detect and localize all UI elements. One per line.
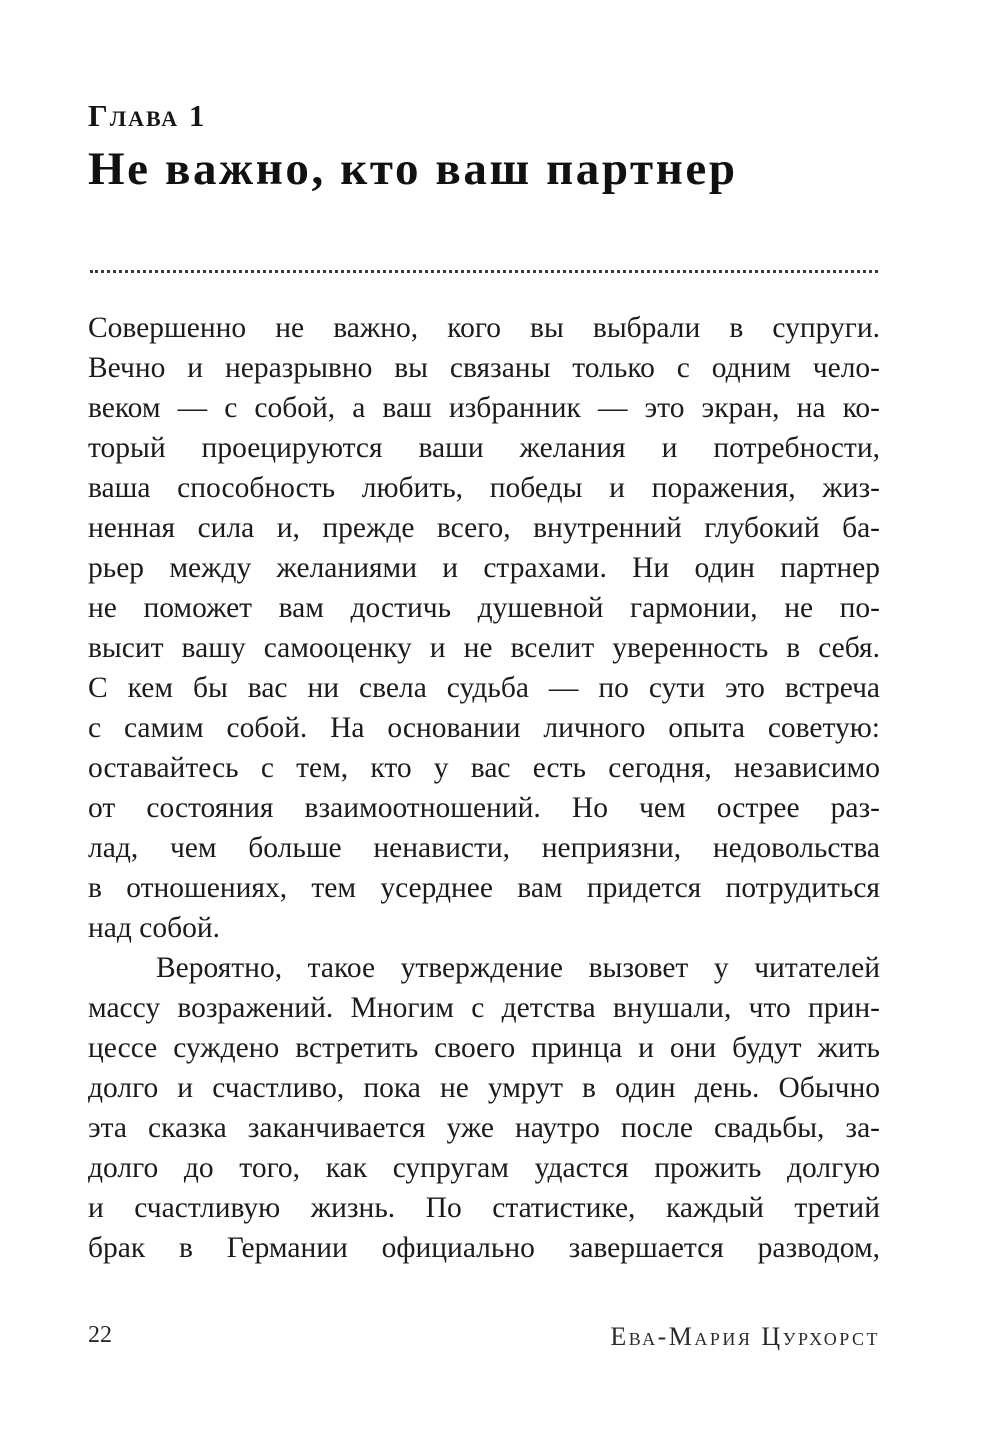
text-line: цессе суждено встретить своего принца и они будут жить [88, 1032, 880, 1064]
chapter-label: Глава 1 [88, 98, 207, 133]
page-footer [88, 1322, 880, 1362]
text-line: массу возражений. Многим с детства внушали, что прин- [88, 992, 880, 1024]
text-line: с самим собой. На основании личного опыта советую: [88, 712, 880, 744]
chapter-title: Не важно, кто ваш партнер [88, 143, 738, 195]
text-line: высит вашу самооценку и не вселит уверенность в себя. [88, 632, 880, 664]
page-number: 22 [88, 1322, 112, 1348]
text-line: в отношениях, тем усерднее вам придется потрудиться [88, 872, 880, 904]
text-line: Вероятно, такое утверждение вызовет у читателей [156, 952, 880, 984]
body-text [88, 308, 880, 1268]
text-line: веком — с собой, а ваш избранник — это экран, на ко- [88, 392, 880, 424]
paragraph-2 [88, 948, 880, 1268]
text-line: ваша способность любить, победы и поражения, жиз- [88, 472, 880, 504]
text-line: ненная сила и, прежде всего, внутренний глубокий ба- [88, 512, 880, 544]
text-line: торый проецируются ваши желания и потребности, [88, 432, 880, 464]
text-line: не поможет вам достичь душевной гармонии, не по- [88, 592, 880, 624]
dotted-divider [90, 270, 878, 273]
text-line: Совершенно не важно, кого вы выбрали в супруги. [88, 312, 880, 344]
text-line: над собой. [88, 912, 221, 944]
paragraph-1 [88, 308, 880, 948]
text-line: С кем бы вас ни свела судьба — по сути это встреча [88, 672, 880, 704]
text-line: Вечно и неразрывно вы связаны только с одним чело- [88, 352, 880, 384]
text-line: и счастливую жизнь. По статистике, каждый третий [88, 1192, 880, 1224]
text-line: рьер между желаниями и страхами. Ни один партнер [88, 552, 880, 584]
text-line: долго и счастливо, пока не умрут в один день. Обычно [88, 1072, 880, 1104]
text-line: брак в Германии официально завершается разводом, [88, 1232, 880, 1264]
running-author: Ева-Мария Цурхорст [610, 1322, 880, 1351]
text-line: эта сказка заканчивается уже наутро после свадьбы, за- [88, 1112, 880, 1144]
text-line: долго до того, как супругам удастся прожить долгую [88, 1152, 880, 1184]
text-line: от состояния взаимоотношений. Но чем острее раз- [88, 792, 880, 824]
text-line: оставайтесь с тем, кто у вас есть сегодня, независимо [88, 752, 880, 784]
text-line: лад, чем больше ненависти, неприязни, недовольства [88, 832, 880, 864]
